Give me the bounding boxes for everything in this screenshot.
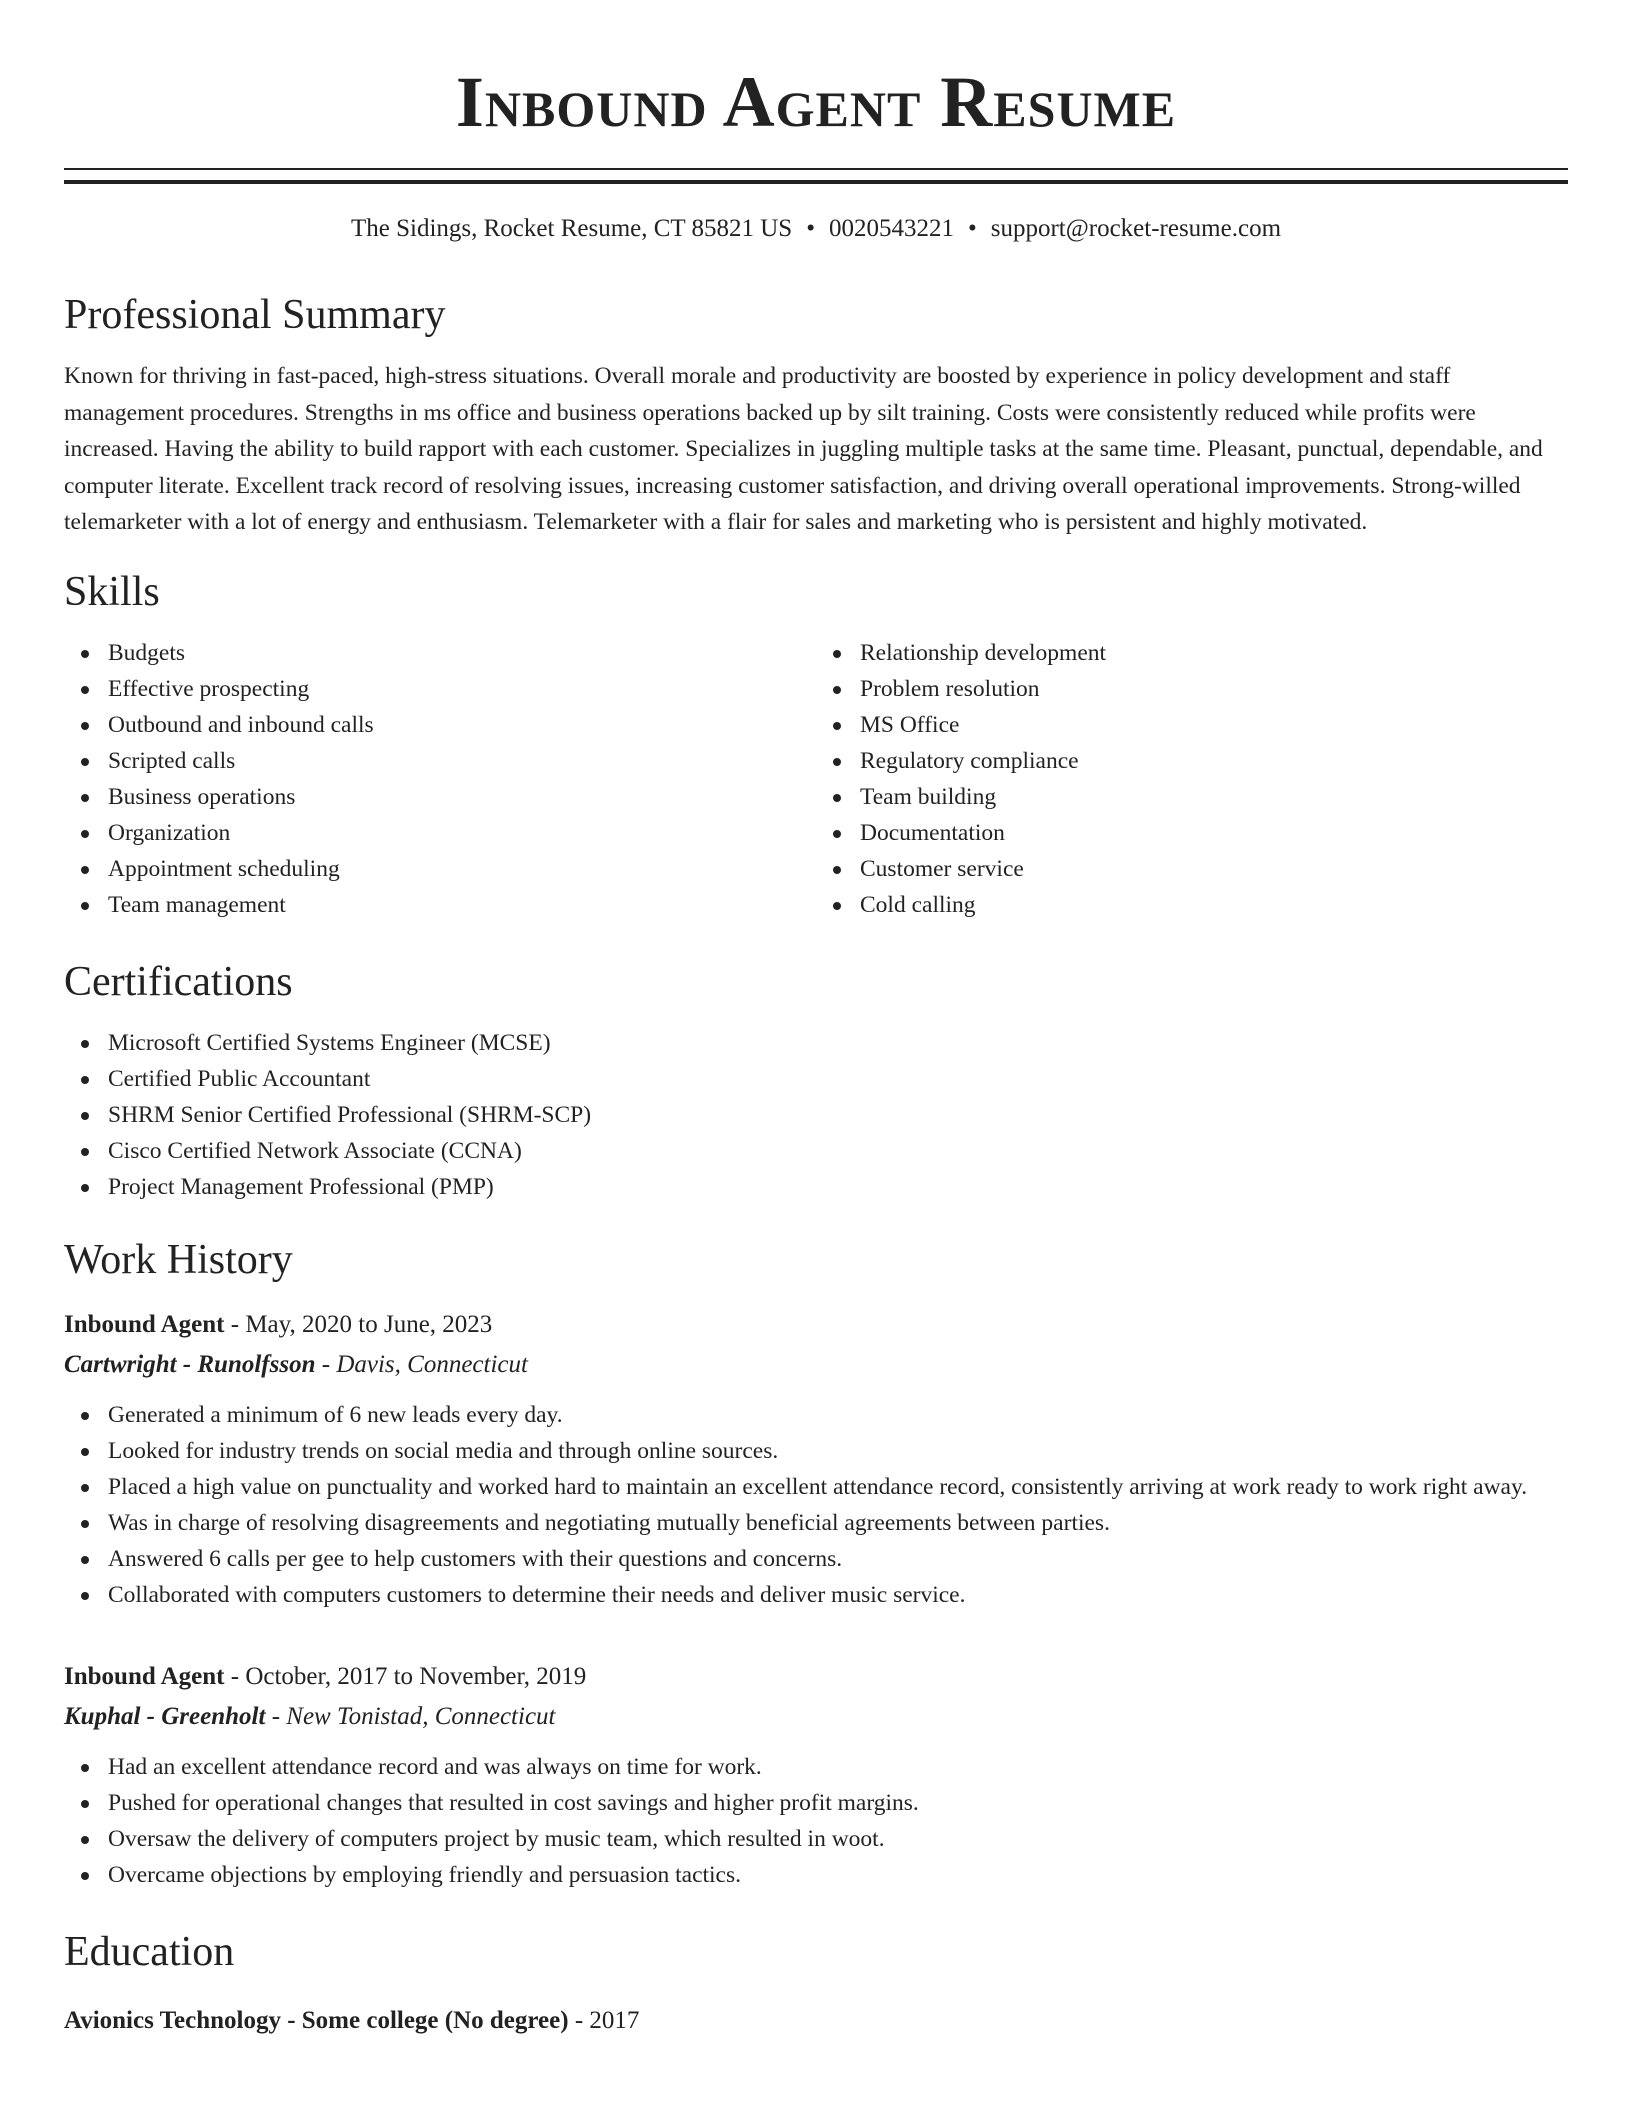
- job-duty: Pushed for operational changes that resulted in cost savings and higher profit margins.: [108, 1785, 1568, 1821]
- job-duty: Oversaw the delivery of computers project by music team, which resulted in woot.: [108, 1821, 1568, 1857]
- education-program: Avionics Technology - Some college (No degree): [64, 2006, 569, 2034]
- job-company: Kuphal - Greenholt: [64, 1702, 266, 1730]
- job-location: - Davis, Connecticut: [315, 1350, 528, 1378]
- skill-item: Cold calling: [860, 887, 1568, 923]
- skill-item: Team building: [860, 779, 1568, 815]
- skills-column-left: [64, 635, 816, 923]
- skills-columns: [64, 635, 1568, 923]
- certification-item: Project Management Professional (PMP): [108, 1169, 1568, 1205]
- skill-item: Budgets: [108, 635, 816, 671]
- job-role: Inbound Agent: [64, 1662, 225, 1690]
- work-history-heading: Work History: [64, 1236, 293, 1283]
- job-company-line: [64, 1345, 1568, 1385]
- skills-list-right: [816, 635, 1568, 923]
- certification-item: Certified Public Accountant: [108, 1061, 1568, 1097]
- contact-email[interactable]: support@rocket-resume.com: [990, 215, 1282, 242]
- education-heading: Education: [64, 1928, 235, 1975]
- job-role: Inbound Agent: [64, 1310, 225, 1338]
- education-entry: [64, 2001, 1568, 2041]
- job-duty: Was in charge of resolving disagreements and negotiating mutually beneficial agreements between parties.: [108, 1505, 1568, 1541]
- job-company-line: [64, 1697, 1568, 1737]
- contact-address: The Sidings, Rocket Resume, CT 85821 US: [350, 215, 793, 242]
- skill-item: Team management: [108, 887, 816, 923]
- skill-item: Organization: [108, 815, 816, 851]
- job-entry: [64, 1657, 1568, 1893]
- contact-separator: •: [967, 215, 977, 242]
- job-dates: - May, 2020 to June, 2023: [224, 1310, 493, 1338]
- skill-item: Customer service: [860, 851, 1568, 887]
- job-company: Cartwright - Runolfsson: [64, 1350, 316, 1378]
- job-duty: Answered 6 calls per gee to help customers with their questions and concerns.: [108, 1541, 1568, 1577]
- job-title-line: [64, 1305, 1568, 1345]
- certification-item: SHRM Senior Certified Professional (SHRM-SCP): [108, 1097, 1568, 1133]
- skill-item: Problem resolution: [860, 671, 1568, 707]
- job-duties-list: [64, 1749, 1568, 1893]
- contact-phone: 0020543221: [828, 215, 954, 242]
- education-year: - 2017: [568, 2006, 640, 2034]
- certifications-heading: Certifications: [64, 958, 293, 1005]
- job-duties-list: [64, 1397, 1568, 1613]
- skill-item: Scripted calls: [108, 743, 816, 779]
- skills-column-right: [816, 635, 1568, 923]
- certification-item: Cisco Certified Network Associate (CCNA): [108, 1133, 1568, 1169]
- certifications-list: [64, 1025, 1568, 1205]
- job-dates: - October, 2017 to November, 2019: [224, 1662, 587, 1690]
- job-entry: [64, 1305, 1568, 1613]
- job-duty: Generated a minimum of 6 new leads every day.: [108, 1397, 1568, 1433]
- skill-item: MS Office: [860, 707, 1568, 743]
- resume-title: Inbound Agent Resume: [455, 62, 1177, 142]
- skill-item: Outbound and inbound calls: [108, 707, 816, 743]
- skill-item: Documentation: [860, 815, 1568, 851]
- job-location: - New Tonistad, Connecticut: [265, 1702, 556, 1730]
- skills-list-left: [64, 635, 816, 923]
- summary-heading: Professional Summary: [64, 292, 446, 338]
- skill-item: Effective prospecting: [108, 671, 816, 707]
- skill-item: Appointment scheduling: [108, 851, 816, 887]
- skills-heading: Skills: [64, 568, 160, 615]
- contact-separator: •: [806, 215, 815, 242]
- skill-item: Relationship development: [860, 635, 1568, 671]
- certification-item: Microsoft Certified Systems Engineer (MCSE): [108, 1025, 1568, 1061]
- contact-line: [64, 212, 1568, 246]
- job-duty: Placed a high value on punctuality and worked hard to maintain an excellent attendance record, consistently arriving at work ready to work right away.: [108, 1469, 1568, 1505]
- job-duty: Looked for industry trends on social media and through online sources.: [108, 1433, 1568, 1469]
- job-duty: Had an excellent attendance record and was always on time for work.: [108, 1749, 1568, 1785]
- title-double-rule: [64, 168, 1568, 184]
- skill-item: Business operations: [108, 779, 816, 815]
- skill-item: Regulatory compliance: [860, 743, 1568, 779]
- job-duty: Collaborated with computers customers to determine their needs and deliver music service.: [108, 1577, 1568, 1613]
- summary-text: Known for thriving in fast-paced, high-stress situations. Overall morale and productivity are boosted by experience in policy development and staff management procedures. Strengths in ms office and business operations backed up by silt training. Costs were consistently reduced while profits were increased. Having the ability to build rapport with each customer. Specializes in juggling multiple tasks at the same time. Pleasant, punctual, dependable, and computer literate. Excellent track record of resolving issues, increasing customer satisfaction, and driving overall operational improvements. Strong-willed telemarketer with a lot of energy and enthusiasm. Telemarketer with a flair for sales and marketing who is persistent and highly motivated.: [64, 363, 1543, 535]
- job-title-line: [64, 1657, 1568, 1697]
- job-duty: Overcame objections by employing friendly and persuasion tactics.: [108, 1857, 1568, 1893]
